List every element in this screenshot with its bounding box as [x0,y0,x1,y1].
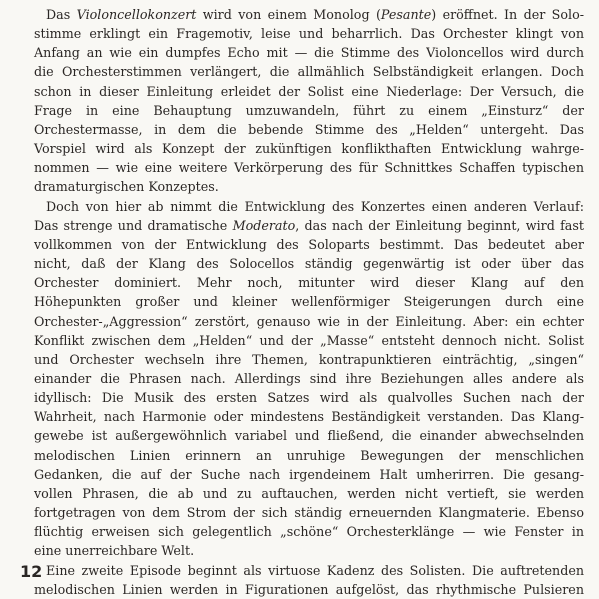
text-line [22,388,584,407]
text-line [22,426,584,445]
text-line [22,503,584,522]
text-line [22,254,584,273]
document-body [22,5,584,599]
text-run: Wahrheit, nach Harmonie oder mindestens Beständigkeit verstanden. Das Klang- [34,409,584,425]
text-line [22,158,584,177]
text-line [22,216,584,235]
text-run: einander die Phrasen nach. Allerdings sind ihre Beziehungen alles andere als [34,370,584,386]
text-line [22,120,584,139]
text-line [22,139,584,158]
text-run: Gedanken, die auf der Suche nach irgendeinem Halt umherirren. Die gesang- [34,466,584,482]
text-run: nommen — wie eine weitere Verkörperung des für Schnittkes Schaffen typischen [34,160,584,176]
text-run: Höhepunkten großer und kleiner wellenförmiger Steigerungen durch eine [34,294,584,310]
text-run: melodischen Linien werden in Figurationen aufgelöst, das rhythmische Pulsieren [34,581,584,597]
text-run: Orchestermasse, in dem die bebende Stimme des „Helden“ untergeht. Das [34,121,584,137]
text-run: idyllisch: Die Musik des ersten Satzes wird als qualvolles Suchen nach der [34,390,584,406]
text-line [22,177,584,196]
text-line [22,62,584,81]
text-line [22,331,584,350]
text-line [22,369,584,388]
text-line [22,312,584,331]
italic-term: Pesante [380,7,432,22]
text-run: Doch von hier ab nimmt die Entwicklung des Konzertes einen anderen Verlauf: [46,198,584,214]
paragraph [22,561,584,599]
text-run: , das nach der Einleitung beginnt, wird fast [295,217,584,233]
text-line [22,561,584,580]
text-run: schon in dieser Einleitung erleidet der Solist eine Niederlage: Der Versuch, die [34,83,584,99]
text-run: Orchester-„Aggression“ zerstört, genauso wie in der Einleitung. Aber: ein echter [34,313,584,329]
text-line [22,522,584,541]
text-run: fortgetragen von dem Strom der sich ständig erneuernden Klangmaterie. Ebenso [34,505,584,521]
text-line [22,292,584,311]
text-line [22,273,584,292]
text-run: Vorspiel wird als Konzept der zukünftigen konflikthaften Entwicklung wahrge- [34,141,584,157]
italic-term: Moderato [232,217,296,233]
text-run: dramaturgischen Konzeptes. [34,179,219,195]
text-run: flüchtig erweisen sich gelegentlich „schöne“ Orchesterklänge — wie Fenster in [34,524,584,540]
text-run: vollen Phrasen, die ab und zu auftauchen, werden nicht vertieft, sie werden [34,485,584,501]
text-run: wird von einem Monolog ( [196,7,381,22]
text-run: Das [46,7,77,22]
text-line [22,82,584,101]
text-run: Frage in eine Behauptung umzuwandeln, führt zu einem „Einsturz“ der [34,102,584,118]
paragraph [22,5,584,197]
text-line [22,197,584,216]
text-run: gewebe ist außergewöhnlich variabel und fließend, die einander abwechselnden [34,428,584,444]
text-run: eine unerreichbare Welt. [34,543,195,559]
text-line [22,407,584,426]
text-line [22,350,584,369]
text-line [22,235,584,254]
text-line [22,446,584,465]
text-run: die Orchesterstimmen verlängert, die allmählich Selbständigkeit erlangen. Doch [34,64,584,80]
text-run: Orchester dominiert. Mehr noch, mitunter wird dieser Klang auf den [34,275,584,291]
text-line [22,24,584,43]
italic-term: Violoncellokonzert [76,7,197,22]
text-line [22,465,584,484]
text-run: und Orchester wechseln ihre Themen, kontrapunktieren einträchtig, „singen“ [34,351,584,367]
text-run: nicht, daß der Klang des Solocellos ständig gegenwärtig ist oder über das [34,256,584,272]
text-line [22,101,584,120]
text-run: vollkommen von der Entwicklung des Soloparts bestimmt. Das bedeutet aber [34,236,584,252]
text-run: Anfang an wie ein dumpfes Echo mit — die Stimme des Violoncellos wird durch [34,45,584,61]
text-run: Konflikt zwischen dem „Helden“ und der „Masse“ entsteht dennoch nicht. Solist [34,332,584,348]
text-run: ) eröffnet. In der Solo- [431,7,584,22]
text-line [22,43,584,62]
text-line [22,541,584,560]
text-run: melodischen Linien erinnern an unruhige Bewegungen der menschlichen [34,447,584,463]
text-line [22,5,584,24]
text-run: stimme erklingt ein Fragemotiv, leise und beharrlich. Das Orchester klingt von [34,26,584,42]
text-run: Eine zweite Episode beginnt als virtuose Kadenz des Solisten. Die auftretenden [46,562,584,578]
text-line [22,484,584,503]
page-number: 12 [20,562,43,581]
paragraph [22,197,584,561]
text-run: Das strenge und dramatische [34,217,233,233]
